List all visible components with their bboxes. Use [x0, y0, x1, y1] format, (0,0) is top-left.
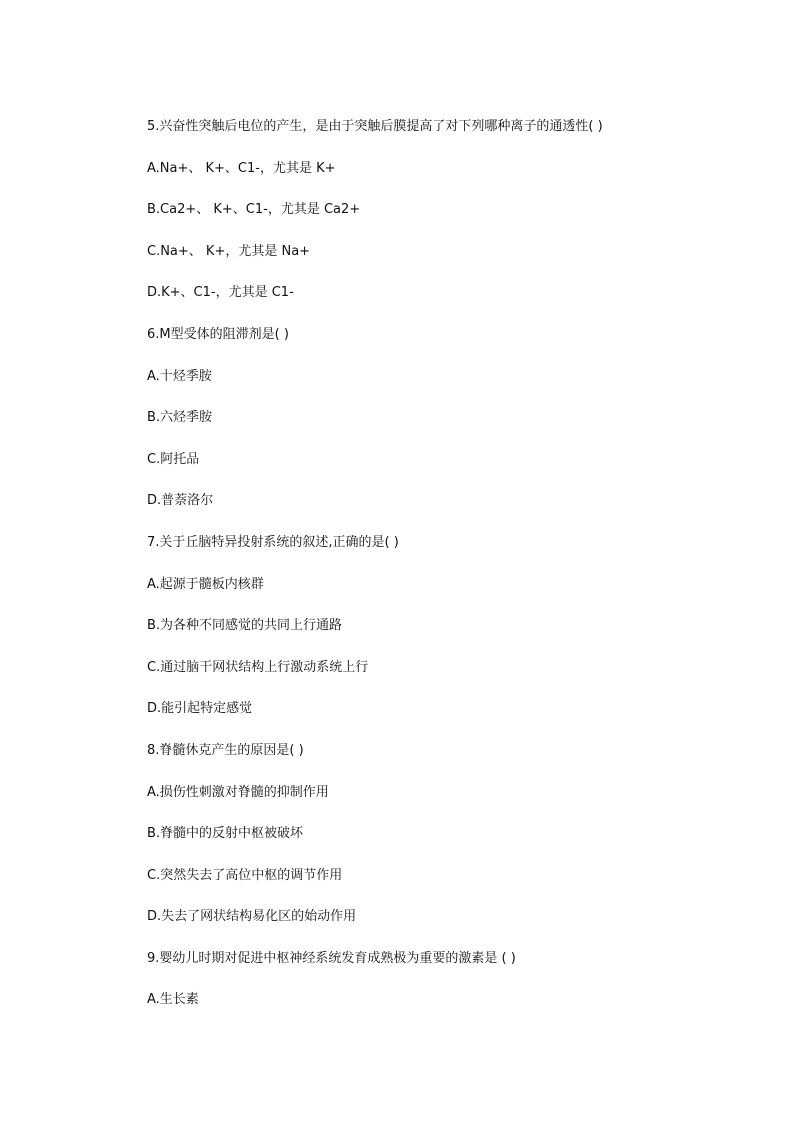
- question-5-option-c: C.Na+、 K+，尤其是 Na+: [147, 243, 311, 259]
- question-8-option-c: C.突然失去了高位中枢的调节作用: [147, 867, 343, 883]
- question-7-option-c: C.通过脑干网状结构上行激动系统上行: [147, 659, 369, 675]
- question-8-stem: 8.脊髓休克产生的原因是( ): [147, 742, 304, 758]
- question-6-stem: 6.M型受体的阻滞剂是( ): [147, 326, 289, 342]
- question-6-option-d: D.普萘洛尔: [147, 493, 214, 509]
- question-6-option-c: C.阿托品: [147, 451, 200, 467]
- question-8-option-a: A.损伤性刺激对脊髓的抑制作用: [147, 784, 329, 800]
- question-5-stem: 5.兴奋性突触后电位的产生，是由于突触后膜提高了对下列哪种离子的通透性( ): [147, 119, 603, 134]
- question-6-option-a: A.十烃季胺: [147, 368, 212, 384]
- question-9-stem: 9.婴幼儿时期对促进中枢神经系统发育成熟极为重要的激素是 ( ): [147, 950, 516, 966]
- question-5-option-a: A.Na+、 K+、C1-，尤其是 K+: [147, 160, 336, 176]
- question-list: [147, 117, 747, 1032]
- question-7-option-d: D.能引起特定感觉: [147, 701, 253, 717]
- question-5-option-d: D.K+、C1-，尤其是 C1-: [147, 285, 294, 301]
- question-5-option-b: B.Ca2+、 K+、C1-，尤其是 Ca2+: [147, 202, 361, 218]
- question-8-option-d: D.失去了网状结构易化区的始动作用: [147, 909, 357, 925]
- question-7-stem: 7.关于丘脑特异投射系统的叙述,正确的是( ): [147, 534, 399, 550]
- question-9-option-a: A.生长素: [147, 992, 199, 1008]
- question-7-option-b: B.为各种不同感觉的共同上行通路: [147, 618, 343, 634]
- question-8-option-b: B.脊髓中的反射中枢被破坏: [147, 826, 304, 842]
- question-7-option-a: A.起源于髓板内核群: [147, 576, 264, 592]
- question-6-option-b: B.六烃季胺: [147, 410, 213, 426]
